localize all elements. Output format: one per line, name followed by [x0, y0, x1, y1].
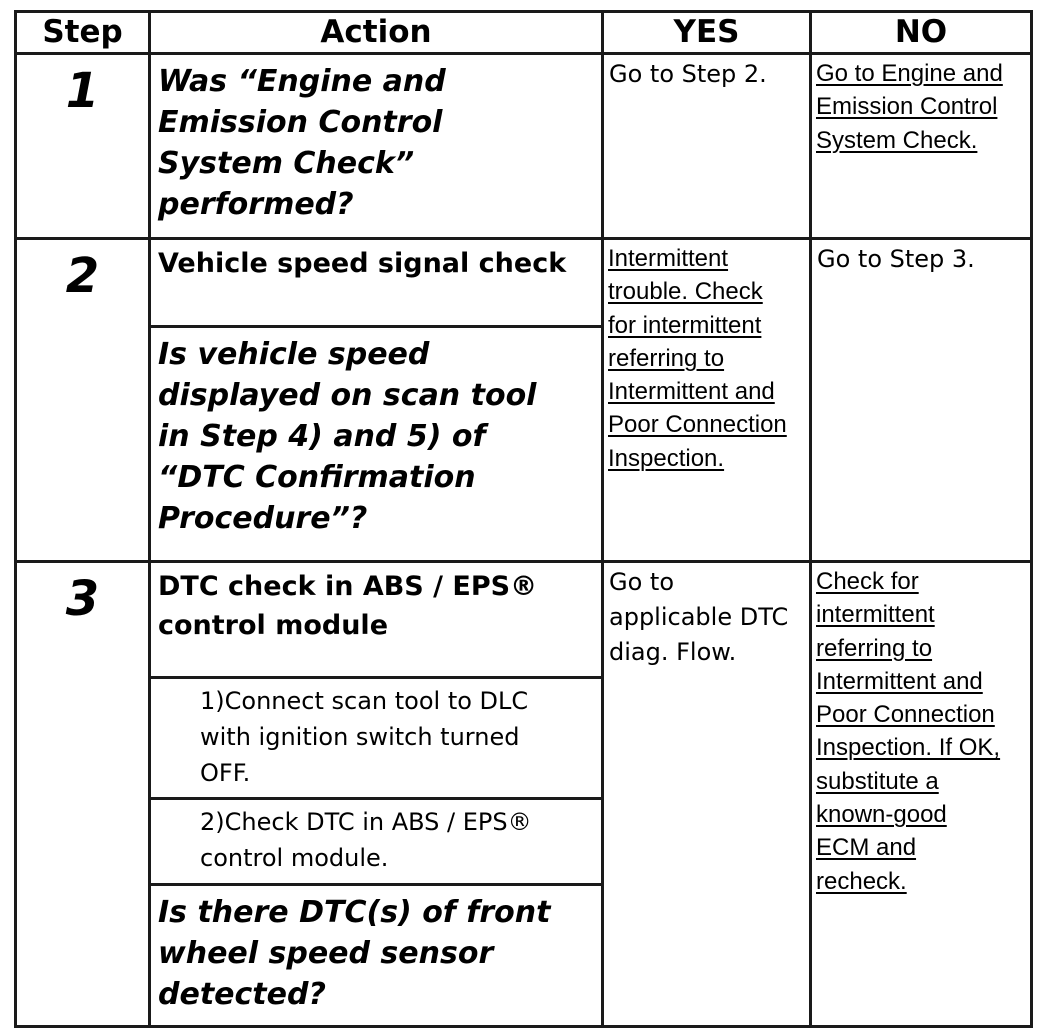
step-3-title: DTC check in ABS / EPS® control module	[150, 562, 603, 678]
step-3-question: Is there DTC(s) of front wheel speed sensor detected?	[150, 885, 603, 1027]
step-1-question: Was “Engine and Emission Control System Check” performed?	[150, 54, 603, 239]
step-3-row	[16, 562, 1032, 678]
header-step: Step	[16, 12, 150, 54]
step-2-number: 2	[16, 239, 150, 562]
step-2-row	[16, 239, 1032, 327]
header-row	[16, 12, 1032, 54]
header-yes: YES	[603, 12, 811, 54]
step-3-number: 3	[16, 562, 150, 1027]
step-2-no: Go to Step 3.	[811, 239, 1032, 562]
step-3-yes: Go to applicable DTC diag. Flow.	[603, 562, 811, 1027]
diagnostic-flow-table	[14, 10, 1033, 1028]
step-3-substep-2: 2)Check DTC in ABS / EPS® control module.	[150, 799, 603, 885]
step-3-no-link[interactable]: Check for intermittent referring to Intermittent and Poor Connection Inspection. If OK, substitute a known-good ECM and recheck.	[816, 568, 1001, 895]
header-action: Action	[150, 12, 603, 54]
step-1-no	[811, 54, 1032, 239]
step-2-yes-link[interactable]: Intermittent trouble. Check for intermittent referring to Intermittent and Poor Connection Inspection.	[608, 245, 787, 472]
step-1-row	[16, 54, 1032, 239]
step-1-no-link[interactable]: Go to Engine and Emission Control System Check.	[816, 60, 1003, 154]
step-1-number: 1	[16, 54, 150, 239]
step-1-yes: Go to Step 2.	[603, 54, 811, 239]
step-2-yes	[603, 239, 811, 562]
step-2-question: Is vehicle speed displayed on scan tool in Step 4) and 5) of “DTC Confirmation Procedure”?	[150, 327, 603, 562]
step-3-no	[811, 562, 1032, 1027]
header-no: NO	[811, 12, 1032, 54]
step-3-substep-1: 1)Connect scan tool to DLC with ignition switch turned OFF.	[150, 678, 603, 799]
step-2-title: Vehicle speed signal check	[150, 239, 603, 327]
